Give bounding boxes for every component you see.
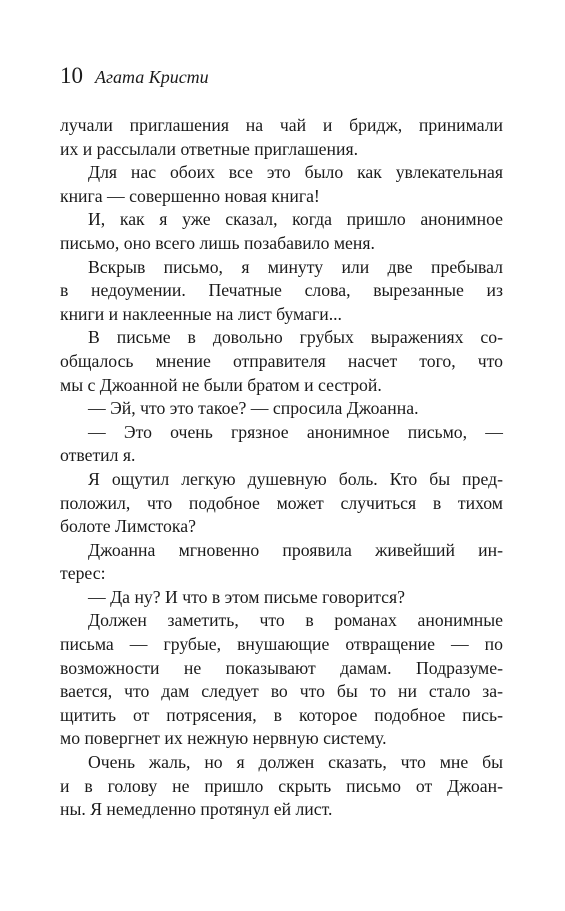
text-line: письмо, оно всего лишь позабавило меня. (60, 232, 375, 253)
text-line: — Это очень грязное анонимное письмо, — (88, 421, 503, 442)
text-line: — Эй, что это такое? — спросила Джоанна. (88, 398, 419, 419)
text-line: возможности не показывают дамам. Подразуме- (60, 657, 503, 678)
text-line: болоте Лимстока? (60, 516, 196, 537)
text-line: Для нас обоих все это было как увлекательная (88, 162, 503, 183)
text-line: и в голову не пришло скрыть письмо от Джоан- (60, 775, 503, 796)
text-line: Я ощутил легкую душевную боль. Кто бы пред- (88, 468, 503, 489)
text-line: общалось мнение отправителя насчет того, что (60, 350, 503, 371)
text-line: мы с Джоанной не были братом и сестрой. (60, 374, 382, 395)
text-line: положил, что подобное может случиться в тихом (60, 492, 503, 513)
text-line: лучали приглашения на чай и бридж, принимали (60, 115, 503, 135)
text-line: вается, что дам следует во что бы то ни стало за- (60, 681, 503, 702)
text-line: И, как я уже сказал, когда пришло анонимное (88, 209, 503, 230)
text-line: Джоанна мгновенно проявила живейший ин- (88, 539, 503, 560)
text-line: Вскрыв письмо, я минуту или две пребывал (88, 256, 503, 277)
body-text (60, 114, 503, 822)
text-line: письма — грубые, внушающие отвращение — по (60, 634, 503, 655)
text-line: В письме в довольно грубых выражениях со- (88, 327, 503, 348)
text-line: щитить от потрясения, в которое подобное пись- (60, 704, 503, 725)
text-line: ны. Я немедленно протянул ей лист. (60, 799, 333, 820)
text-line: Очень жаль, но я должен сказать, что мне бы (88, 752, 503, 773)
text-line: Должен заметить, что в романах анонимные (88, 610, 503, 631)
text-line: ответил я. (60, 445, 136, 466)
text-line: книги и наклеенные на лист бумаги... (60, 303, 342, 324)
running-head-author: Агата Кристи (95, 67, 209, 87)
text-line: — Да ну? И что в этом письме говорится? (88, 586, 406, 607)
text-line: терес: (60, 563, 106, 584)
text-line: мо повергнет их нежную нервную систему. (60, 728, 387, 749)
text-line: в недоумении. Печатные слова, вырезанные из (60, 280, 503, 301)
text-line: их и рассылали ответные приглашения. (60, 138, 359, 159)
page-number: 10 (60, 63, 83, 88)
text-line: книга — совершенно новая книга! (60, 185, 320, 206)
running-head (60, 63, 209, 89)
